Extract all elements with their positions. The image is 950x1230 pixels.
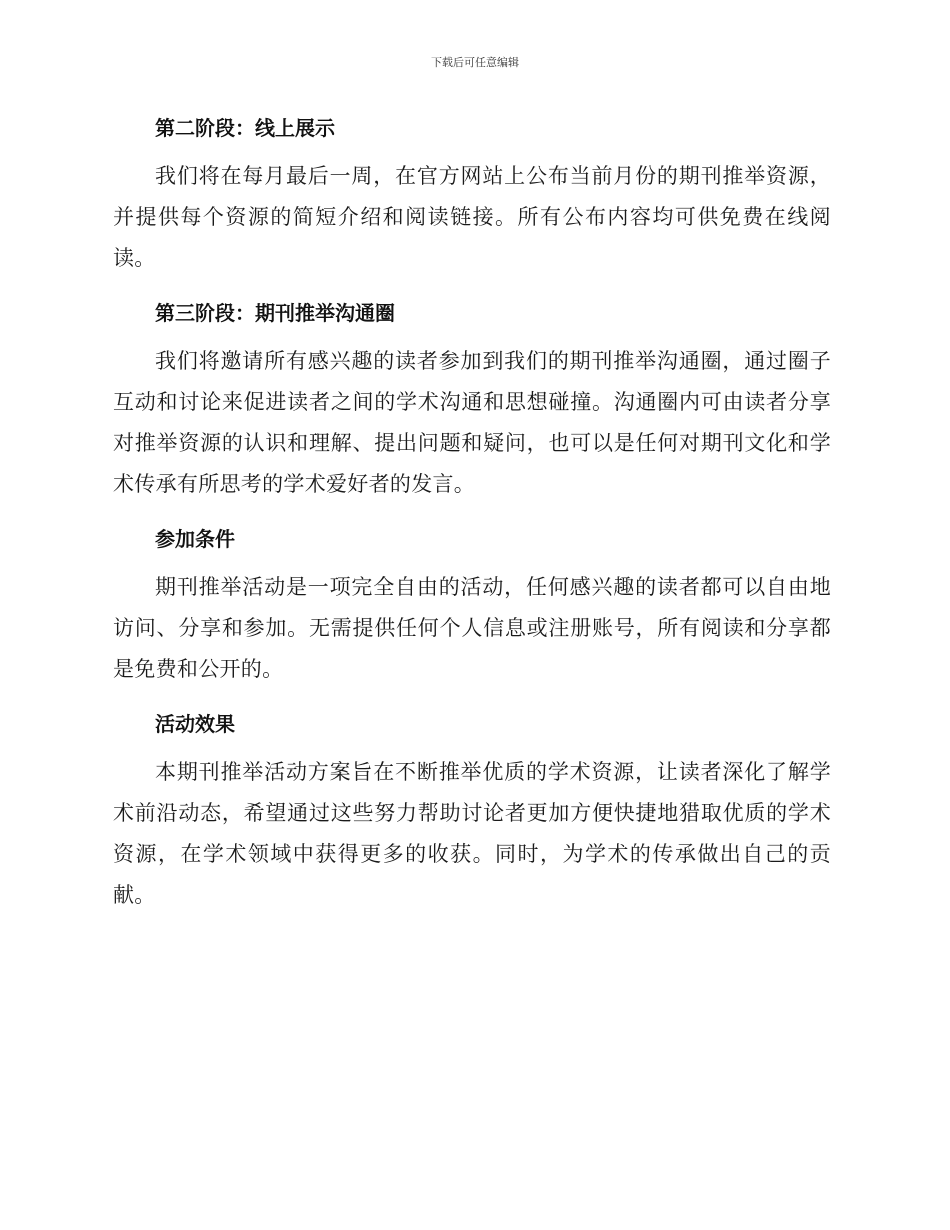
section-heading-activity-effect: 活动效果 <box>155 712 235 736</box>
section-paragraph-activity-effect: 本期刊推举活动方案旨在不断推举优质的学术资源，让读者深化了解学术前沿动态，希望通过这些努力帮助讨论者更加方便快捷地猎取优质的学术资源，在学术领域中获得更多的收获。同时，为学术的传承做出自己的贡献。 <box>113 760 831 907</box>
section-paragraph-exchange-circle: 我们将邀请所有感兴趣的读者参加到我们的期刊推举沟通圈，通过圈子互动和讨论来促进读者之间的学术沟通和思想碰撞。沟通圈内可由读者分享对推举资源的认识和理解、提出问题和疑问，也可以是任何对期刊文化和学术传承有所思考的学术爱好者的发言。 <box>113 349 831 496</box>
section-paragraph-participation-conditions: 期刊推举活动是一项完全自由的活动，任何感兴趣的读者都可以自由地访问、分享和参加。无需提供任何个人信息或注册账号，所有阅读和分享都是免费和公开的。 <box>113 575 831 681</box>
section-heading-participation-conditions: 参加条件 <box>155 527 235 551</box>
section-heading-online-display: 第二阶段：线上展示 <box>155 116 335 140</box>
section-paragraph-online-display: 我们将在每月最后一周，在官方网站上公布当前月份的期刊推举资源，并提供每个资源的简短介绍和阅读链接。所有公布内容均可供免费在线阅读。 <box>113 164 831 270</box>
document-body <box>113 108 831 930</box>
header-note: 下载后可任意编辑 <box>431 56 519 69</box>
section-heading-exchange-circle: 第三阶段：期刊推举沟通圈 <box>155 301 395 325</box>
